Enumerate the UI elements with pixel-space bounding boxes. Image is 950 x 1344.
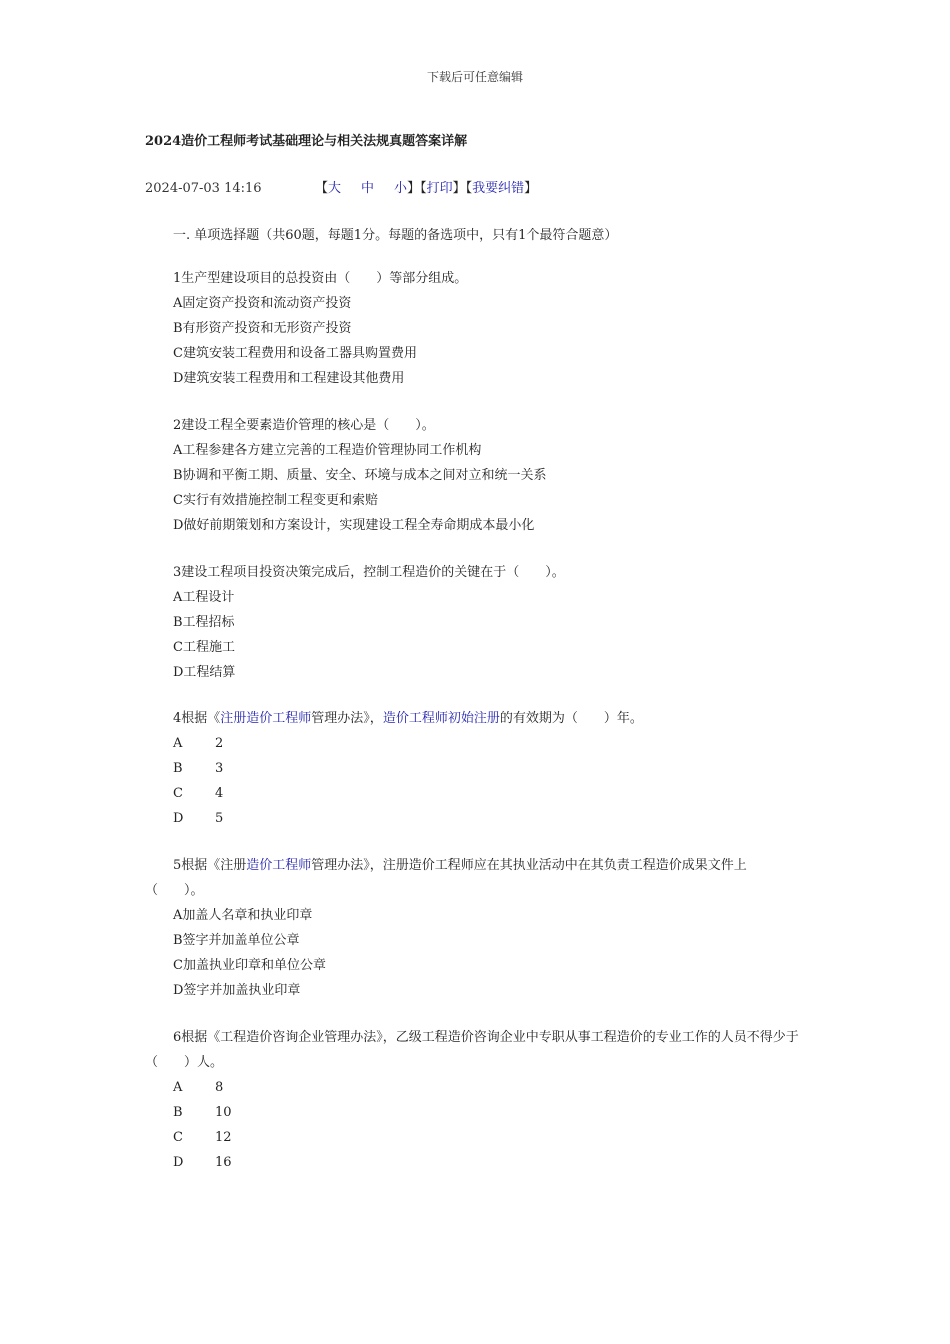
stem-text: 管理办法》， — [311, 711, 383, 726]
option-value: 2 — [215, 736, 224, 751]
initial-registration-link[interactable]: 造价工程师初始注册 — [382, 711, 500, 726]
bracket-close: 】 — [452, 181, 466, 196]
question-stem — [145, 706, 805, 731]
option-letter: B — [173, 761, 183, 776]
print-link[interactable]: 打印 — [426, 181, 453, 196]
question-option — [145, 1100, 805, 1125]
stem-text: 5根据《注册 — [173, 858, 247, 873]
question-option — [145, 1075, 805, 1100]
question-option: B工程招标 — [173, 615, 235, 630]
section-heading: 一. 单项选择题（共60题，每题1分。每题的备选项中，只有1个最符合题意） — [173, 228, 618, 243]
font-size-small-link[interactable]: 小 — [394, 181, 408, 196]
question-stem: 6根据《工程造价咨询企业管理办法》，乙级工程造价咨询企业中专职从事工程造价的专业工作的人员不得少于（ ）人。 — [145, 1030, 799, 1070]
option-letter: D — [173, 1155, 184, 1170]
question-option: C实行有效措施控制工程变更和索赔 — [173, 493, 378, 508]
stem-text: 的有效期为（ ）年。 — [499, 711, 643, 726]
question-option — [145, 731, 805, 756]
font-size-large-link[interactable]: 大 — [328, 181, 342, 196]
bracket-open: 【 — [315, 181, 329, 196]
question-option: C加盖执业印章和单位公章 — [173, 958, 326, 973]
question-option: A工程设计 — [173, 590, 235, 605]
article-title: 2024造价工程师考试基础理论与相关法规真题答案详解 — [145, 134, 468, 149]
option-letter: B — [173, 1105, 183, 1120]
question-5 — [145, 853, 805, 1003]
option-letter: A — [173, 736, 183, 751]
report-error-link[interactable]: 我要纠错 — [472, 181, 525, 196]
option-value: 12 — [215, 1130, 232, 1145]
option-value: 3 — [215, 761, 224, 776]
stem-text: 4根据《 — [173, 711, 221, 726]
bracket-open: 【 — [465, 181, 473, 196]
question-stem: 3建设工程项目投资决策完成后，控制工程造价的关键在于（ ）。 — [173, 565, 565, 580]
question-option: A工程参建各方建立完善的工程造价管理协同工作机构 — [173, 443, 482, 458]
question-2 — [145, 413, 805, 538]
option-letter: A — [173, 1080, 183, 1095]
question-option: B有形资产投资和无形资产投资 — [173, 321, 352, 336]
question-option: A固定资产投资和流动资产投资 — [173, 296, 352, 311]
option-value: 16 — [215, 1155, 232, 1170]
question-option: D建筑安装工程费用和工程建设其他费用 — [173, 371, 405, 386]
question-option: C建筑安装工程费用和设备工器具购置费用 — [173, 346, 417, 361]
question-option: A加盖人名章和执业印章 — [173, 908, 313, 923]
question-option — [145, 756, 805, 781]
registered-cost-engineer-link[interactable]: 注册造价工程师 — [220, 711, 312, 726]
question-option: B协调和平衡工期、质量、安全、环境与成本之间对立和统一关系 — [173, 468, 547, 483]
question-option: D做好前期策划和方案设计，实现建设工程全寿命期成本最小化 — [173, 518, 535, 533]
question-option — [145, 781, 805, 806]
question-stem — [145, 853, 805, 903]
question-6 — [145, 1025, 805, 1175]
option-letter: C — [173, 1130, 183, 1145]
font-size-medium-link[interactable]: 中 — [361, 181, 375, 196]
question-4 — [145, 706, 805, 831]
question-1 — [145, 266, 805, 391]
bracket-close: 】 — [524, 181, 538, 196]
option-value: 10 — [215, 1105, 232, 1120]
question-option — [145, 1125, 805, 1150]
option-value: 4 — [215, 786, 224, 801]
article-meta — [145, 177, 537, 196]
option-letter: C — [173, 786, 183, 801]
option-letter: D — [173, 811, 184, 826]
question-option: B签字并加盖单位公章 — [173, 933, 300, 948]
question-option: D签字并加盖执业印章 — [173, 983, 301, 998]
question-option: C工程施工 — [173, 640, 235, 655]
bracket-open: 【 — [420, 181, 427, 196]
question-option: D工程结算 — [173, 665, 236, 680]
publish-date: 2024-07-03 14:16 — [145, 181, 262, 196]
option-value: 8 — [215, 1080, 224, 1095]
question-option — [145, 806, 805, 831]
question-3 — [145, 560, 805, 685]
bracket-close: 】 — [407, 181, 421, 196]
stem-text: 管理办法》，注册造价工程师应在其执业活动中在其负责工程造价成果文件上（ ）。 — [145, 858, 747, 898]
question-stem: 1生产型建设项目的总投资由（ ）等部分组成。 — [173, 271, 468, 286]
question-stem: 2建设工程全要素造价管理的核心是（ ）。 — [173, 418, 435, 433]
cost-engineer-link[interactable]: 造价工程师 — [246, 858, 312, 873]
page-header-note: 下载后可任意编辑 — [426, 70, 523, 84]
option-value: 5 — [215, 811, 224, 826]
question-option — [145, 1150, 805, 1175]
